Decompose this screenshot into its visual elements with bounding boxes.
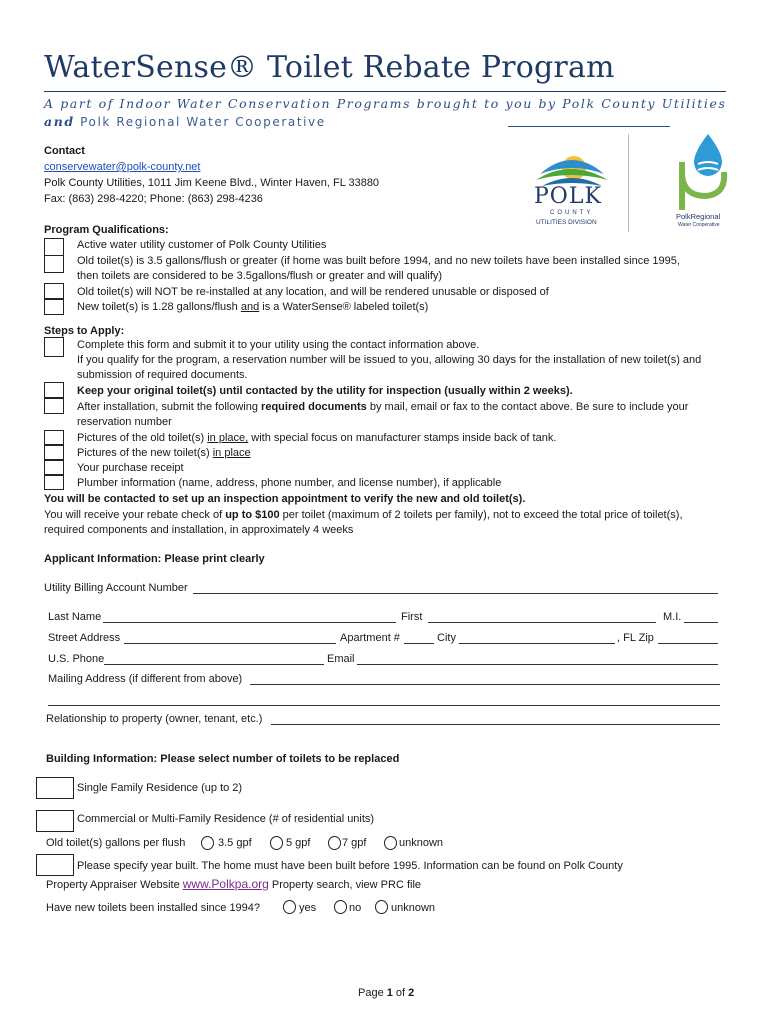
subtitle-coop: Polk Regional Water Cooperative <box>74 115 326 129</box>
year-built-label-cont: Property Appraiser Website www.Polkpa.org Property search, view PRC file <box>46 877 422 891</box>
qualification-2-cont: then toilets are considered to be 3.5gallons/flush or greater and will qualify) <box>77 270 443 282</box>
gpf-option-unknown: unknown <box>399 837 444 849</box>
qualification-2: Old toilet(s) is 3.5 gallons/flush or greater (if home was built before 1994, and no new toilets have been installed since 1995, <box>77 255 680 267</box>
polk-logo-text: POLK <box>534 184 602 209</box>
step-1: Complete this form and submit it to your utility using the contact information above. <box>77 339 480 351</box>
contact-heading: Contact <box>44 145 85 157</box>
logo-divider <box>628 134 629 232</box>
page-number: Page 1 of 2 <box>358 987 415 999</box>
gpf-option-3-5: 3.5 gpf <box>218 837 252 849</box>
contact-email-link[interactable]: conservewater@polk-county.net <box>44 161 201 173</box>
signature-rule <box>508 126 670 127</box>
water-drop-icon <box>672 132 734 212</box>
contact-phones: Fax: (863) 298-4220; Phone: (863) 298-4236 <box>44 193 263 205</box>
commercial-count-box[interactable] <box>36 810 74 832</box>
steps-heading: Steps to Apply: <box>44 325 125 337</box>
street-address-field[interactable] <box>124 643 336 644</box>
relationship-label: Relationship to property (owner, tenant, etc.) <box>46 713 263 725</box>
step-2-cont: submission of required documents. <box>77 369 248 381</box>
polk-logo-county: COUNTY <box>550 210 594 216</box>
single-family-count-box[interactable] <box>36 777 74 799</box>
building-heading: Building Information: Please select number of toilets to be replaced <box>46 753 400 765</box>
commercial-label: Commercial or Multi-Family Residence (# of residential units) <box>77 813 375 825</box>
new-toilets-option-yes: yes <box>299 902 317 914</box>
step-checkbox-1[interactable] <box>44 337 64 357</box>
new-toilets-radio-yes[interactable] <box>283 900 296 914</box>
mi-field[interactable] <box>684 622 718 623</box>
account-number-field[interactable] <box>193 593 718 594</box>
inspection-notice: You will be contacted to set up an inspection appointment to verify the new and old toilet(s). <box>44 493 526 505</box>
qualification-3: Old toilet(s) will NOT be re-installed at any location, and will be rendered unusable or disposed of <box>77 286 549 298</box>
mailing-address-label: Mailing Address (if different from above) <box>48 673 243 685</box>
page-title: WaterSense® Toilet Rebate Program <box>44 50 615 85</box>
new-toilets-radio-no[interactable] <box>334 900 347 914</box>
document-2: Pictures of the new toilet(s) in place <box>77 447 251 459</box>
polk-county-logo <box>532 140 612 230</box>
contact-address: Polk County Utilities, 1011 Jim Keene Blvd., Winter Haven, FL 33880 <box>44 177 380 189</box>
apartment-label: Apartment # <box>340 632 400 644</box>
step-checkbox-3[interactable] <box>44 382 64 398</box>
step-2: If you qualify for the program, a reservation number will be issued to you, allowing 30 days for the installation of new toilet(s) and <box>77 354 702 366</box>
mi-label: M.I. <box>663 611 682 623</box>
applicant-heading: Applicant Information: Please print clearly <box>44 553 265 565</box>
polk-logo-division: UTILITIES DIVISION <box>536 219 597 226</box>
new-toilets-option-unknown: unknown <box>391 902 436 914</box>
document-checkbox-4[interactable] <box>44 475 64 490</box>
rebate-notice: You will receive your rebate check of up to $100 per toilet (maximum of 2 toilets per family), not to exceed the total price of toilet(s), <box>44 509 683 521</box>
zip-label: , FL Zip <box>617 632 654 644</box>
mailing-address-field-2[interactable] <box>48 705 720 706</box>
document-checkbox-3[interactable] <box>44 460 64 475</box>
account-number-label: Utility Billing Account Number <box>44 582 188 594</box>
step-checkbox-4[interactable] <box>44 398 64 414</box>
email-field[interactable] <box>357 664 718 665</box>
first-name-field[interactable] <box>428 622 656 623</box>
new-toilets-radio-unknown[interactable] <box>375 900 388 914</box>
gallons-label: Old toilet(s) gallons per flush <box>46 837 186 849</box>
required-documents-text: required documents <box>261 401 367 413</box>
qualifications-heading: Program Qualifications: <box>44 224 169 236</box>
subtitle-line-2 <box>44 113 727 131</box>
gpf-radio-unknown[interactable] <box>384 836 397 850</box>
street-address-label: Street Address <box>48 632 121 644</box>
gpf-radio-3-5[interactable] <box>201 836 214 850</box>
phone-field[interactable] <box>104 664 324 665</box>
document-1: Pictures of the old toilet(s) in place, with special focus on manufacturer stamps inside back of tank. <box>77 432 557 444</box>
regional-logo-text: PolkRegional <box>676 212 721 221</box>
step-4: After installation, submit the following required documents by mail, email or fax to the contact above. Be sure to include your <box>77 401 689 413</box>
qualification-4-and: and <box>240 301 260 313</box>
step-3: Keep your original toilet(s) until contacted by the utility for inspection (usually within 2 weeks). <box>77 385 573 397</box>
city-label: City <box>437 632 456 644</box>
gpf-radio-5[interactable] <box>270 836 283 850</box>
year-built-box[interactable] <box>36 854 74 876</box>
relationship-field[interactable] <box>271 724 720 725</box>
new-toilets-option-no: no <box>349 902 362 914</box>
first-name-label: First <box>401 611 423 623</box>
zip-field[interactable] <box>658 643 718 644</box>
mailing-address-field[interactable] <box>250 684 720 685</box>
qualification-4: New toilet(s) is 1.28 gallons/flush and is a WaterSense® labeled toilet(s) <box>77 301 429 313</box>
document-checkbox-1[interactable] <box>44 430 64 445</box>
document-checkbox-2[interactable] <box>44 445 64 460</box>
single-family-label: Single Family Residence (up to 2) <box>77 782 243 794</box>
last-name-label: Last Name <box>48 611 102 623</box>
polk-regional-logo <box>672 132 734 232</box>
step-4-cont: reservation number <box>77 416 172 428</box>
city-field[interactable] <box>459 643 615 644</box>
gpf-radio-7[interactable] <box>328 836 341 850</box>
phone-label: U.S. Phone <box>48 653 105 665</box>
qualification-checkbox-2[interactable] <box>44 255 64 273</box>
polkpa-link[interactable]: www.Polkpa.org <box>182 877 269 891</box>
subtitle-and: and <box>44 114 75 129</box>
email-label: Email <box>327 653 355 665</box>
new-toilets-question: Have new toilets been installed since 1994? <box>46 902 261 914</box>
regional-logo-sub: Water Cooperative <box>678 222 720 228</box>
rebate-notice-cont: required components and installation, in approximately 4 weeks <box>44 524 354 536</box>
gpf-option-5: 5 gpf <box>286 837 311 849</box>
last-name-field[interactable] <box>103 622 396 623</box>
qualification-1: Active water utility customer of Polk County Utilities <box>77 239 327 251</box>
qualification-checkbox-1[interactable] <box>44 238 64 256</box>
qualification-checkbox-4[interactable] <box>44 299 64 315</box>
year-built-label: Please specify year built. The home must have been built before 1995. Information can be found on Polk County <box>77 860 623 872</box>
document-3: Your purchase receipt <box>77 462 184 474</box>
subtitle-line-1: A part of Indoor Water Conservation Programs brought to you by Polk County Utilities <box>44 96 727 111</box>
apartment-field[interactable] <box>404 643 434 644</box>
qualification-checkbox-3[interactable] <box>44 283 64 299</box>
title-divider <box>44 91 726 92</box>
document-4: Plumber information (name, address, phone number, and license number), if applicable <box>77 477 502 489</box>
gpf-option-7: 7 gpf <box>342 837 367 849</box>
